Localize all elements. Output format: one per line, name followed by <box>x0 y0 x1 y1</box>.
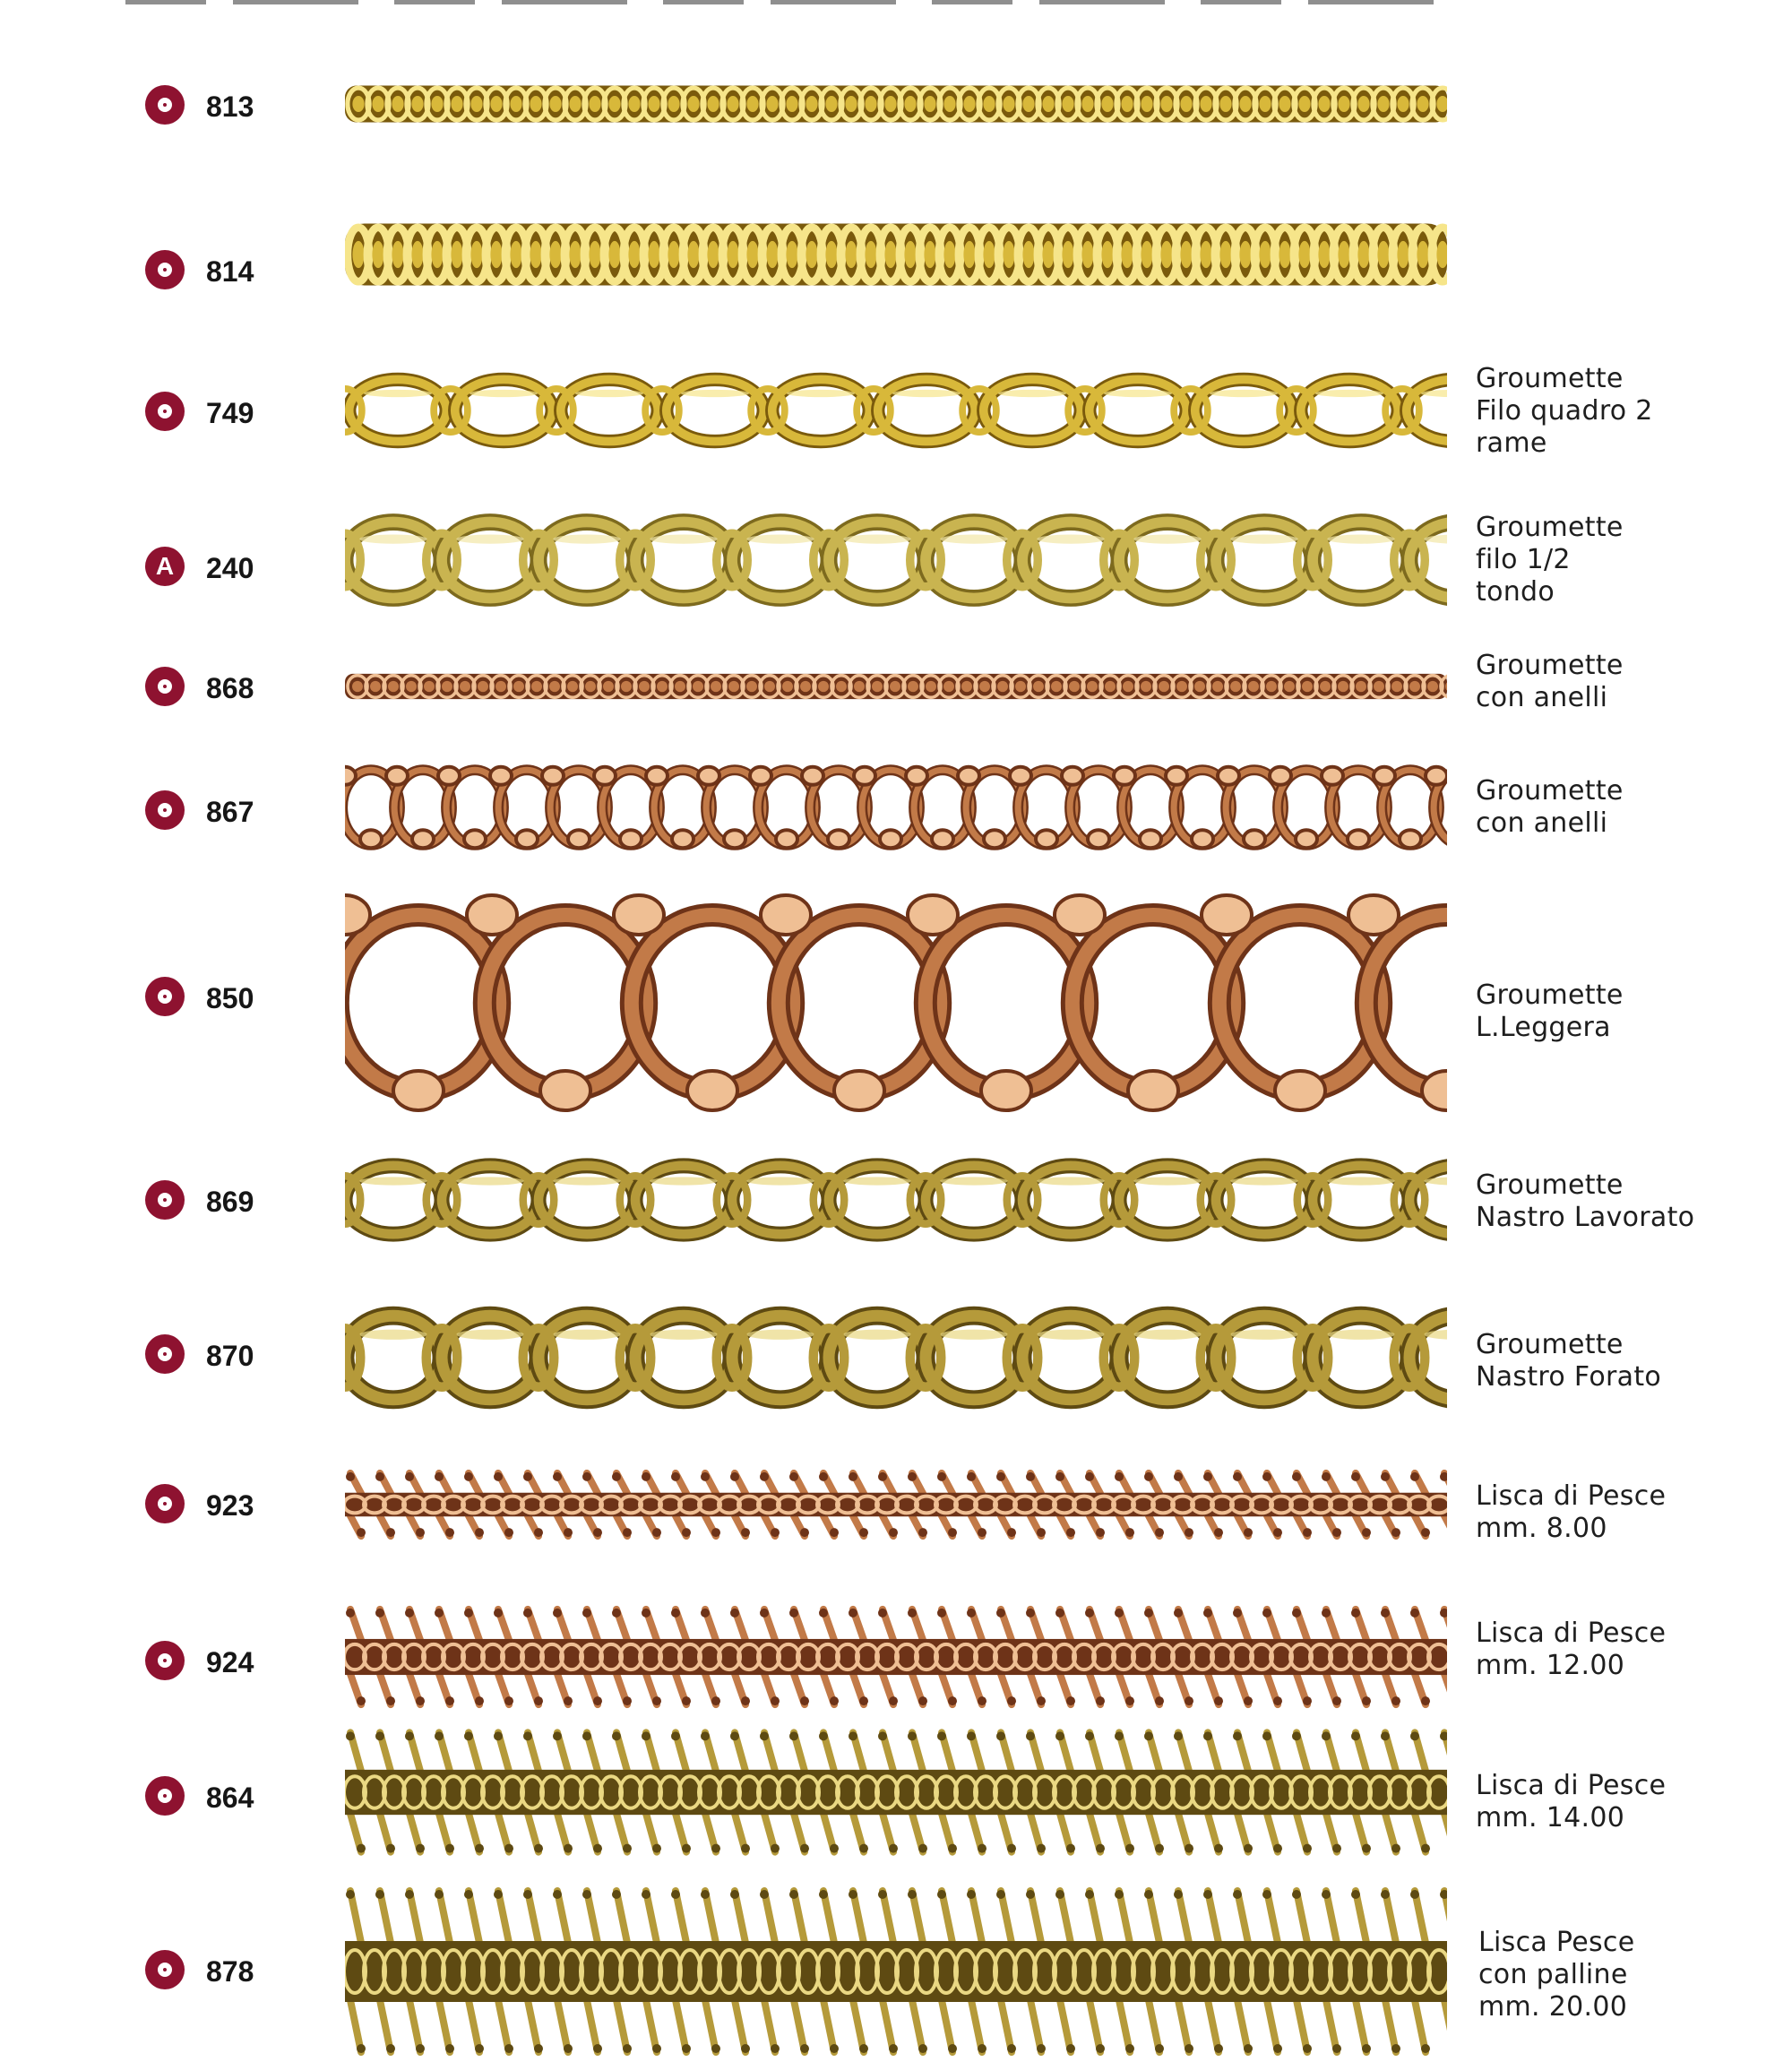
chain-description: Groumette Filo quadro 2 rame <box>1476 363 1653 459</box>
circle-badge-icon <box>145 250 185 289</box>
chain-image <box>345 887 1447 1118</box>
chain-description: Groumette Nastro Lavorato <box>1476 1169 1695 1233</box>
chain-description: Groumette con anelli <box>1476 775 1624 839</box>
chain-image <box>345 1604 1447 1710</box>
circle-badge-icon <box>145 1180 185 1220</box>
chain-image <box>345 206 1447 303</box>
chain-description: Lisca Pesce con palline mm. 20.00 <box>1478 1927 1635 2023</box>
circle-badge-icon <box>145 85 185 125</box>
chain-description: Groumette Nastro Forato <box>1476 1329 1662 1393</box>
chain-image <box>345 1882 1447 2061</box>
chain-image <box>345 1299 1447 1416</box>
triangle-badge-icon: A <box>145 547 185 586</box>
chain-code: 749 <box>206 397 254 429</box>
chain-image <box>345 75 1447 133</box>
chain-image <box>345 1726 1447 1859</box>
chain-description: Groumette L.Leggera <box>1476 979 1624 1043</box>
chain-image <box>345 1470 1447 1540</box>
chain-description: Groumette filo 1/2 tondo <box>1476 512 1624 608</box>
chain-code: 923 <box>206 1489 254 1522</box>
chain-description: Lisca di Pesce mm. 14.00 <box>1476 1770 1667 1833</box>
circle-badge-icon <box>145 1776 185 1816</box>
chain-image <box>345 667 1447 706</box>
chain-image <box>345 1152 1447 1247</box>
chain-code: 850 <box>206 982 254 1014</box>
circle-badge-icon <box>145 1950 185 1989</box>
chain-code: 868 <box>206 672 254 704</box>
chain-code: 867 <box>206 796 254 828</box>
circle-badge-icon <box>145 790 185 830</box>
chain-code: 814 <box>206 255 254 288</box>
chain-description: Lisca di Pesce mm. 12.00 <box>1476 1618 1667 1681</box>
chain-image <box>345 507 1447 613</box>
chain-image <box>345 758 1447 857</box>
circle-badge-icon <box>145 1641 185 1680</box>
chain-code: 813 <box>206 91 254 123</box>
chain-description: Lisca di Pesce mm. 8.00 <box>1476 1480 1667 1544</box>
cropped-header-text <box>125 0 1469 4</box>
chain-image <box>345 367 1447 453</box>
chain-code: 240 <box>206 552 254 584</box>
circle-badge-icon <box>145 1484 185 1523</box>
chain-code: 870 <box>206 1340 254 1372</box>
circle-badge-icon <box>145 667 185 706</box>
circle-badge-icon <box>145 977 185 1016</box>
circle-badge-icon <box>145 392 185 431</box>
chain-code: 869 <box>206 1186 254 1218</box>
chain-description: Groumette con anelli <box>1476 650 1624 713</box>
chain-code: 878 <box>206 1955 254 1988</box>
circle-badge-icon <box>145 1334 185 1374</box>
chain-code: 864 <box>206 1782 254 1814</box>
chain-code: 924 <box>206 1646 254 1678</box>
